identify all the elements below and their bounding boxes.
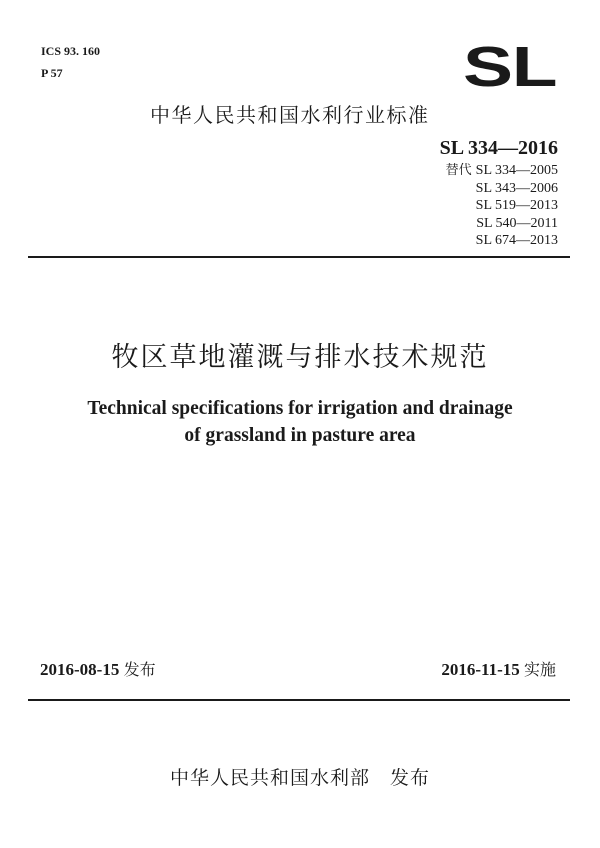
issue-date-value: 2016-08-15 bbox=[40, 660, 120, 679]
replaced-standard-row bbox=[446, 197, 558, 215]
issue-label: 发布 bbox=[123, 660, 156, 679]
effective-date bbox=[441, 659, 556, 681]
publisher-line bbox=[0, 764, 600, 792]
ics-code: ICS 93. 160 bbox=[41, 44, 101, 58]
replaced-standards bbox=[446, 162, 558, 250]
bottom-divider bbox=[28, 699, 570, 701]
issue-date bbox=[40, 659, 156, 681]
category-code: P 57 bbox=[41, 66, 63, 80]
replaced-standard: SL 674—2013 bbox=[475, 233, 558, 248]
title-english-line-1: Technical specifications for irrigation and drainage bbox=[87, 398, 513, 419]
industry-standard-heading: 中华人民共和国水利行业标准 bbox=[150, 103, 430, 127]
replaced-standard-row bbox=[446, 162, 558, 180]
effective-label: 实施 bbox=[523, 660, 556, 679]
publisher-action: 发布 bbox=[390, 767, 431, 789]
replaced-standard-row bbox=[446, 215, 558, 233]
standard-number: SL 334—2016 bbox=[439, 137, 558, 159]
publisher-name: 中华人民共和国水利部 bbox=[169, 767, 370, 789]
sl-logo: SL bbox=[463, 34, 557, 99]
title-chinese: 牧区草地灌溉与排水技术规范 bbox=[111, 342, 489, 373]
title-english bbox=[0, 395, 600, 449]
replaces-label: 替代 bbox=[445, 163, 472, 178]
title-english-line-2: of grassland in pasture area bbox=[184, 425, 416, 446]
top-divider bbox=[28, 256, 570, 258]
replaced-standard-row bbox=[446, 232, 558, 250]
replaced-standard-row bbox=[446, 180, 558, 198]
replaced-standard: SL 334—2005 bbox=[475, 163, 558, 178]
replaced-standard: SL 519—2013 bbox=[475, 198, 558, 213]
replaced-standard: SL 343—2006 bbox=[475, 180, 558, 196]
effective-date-value: 2016-11-15 bbox=[441, 660, 520, 679]
replaced-standard: SL 540—2011 bbox=[476, 215, 558, 231]
